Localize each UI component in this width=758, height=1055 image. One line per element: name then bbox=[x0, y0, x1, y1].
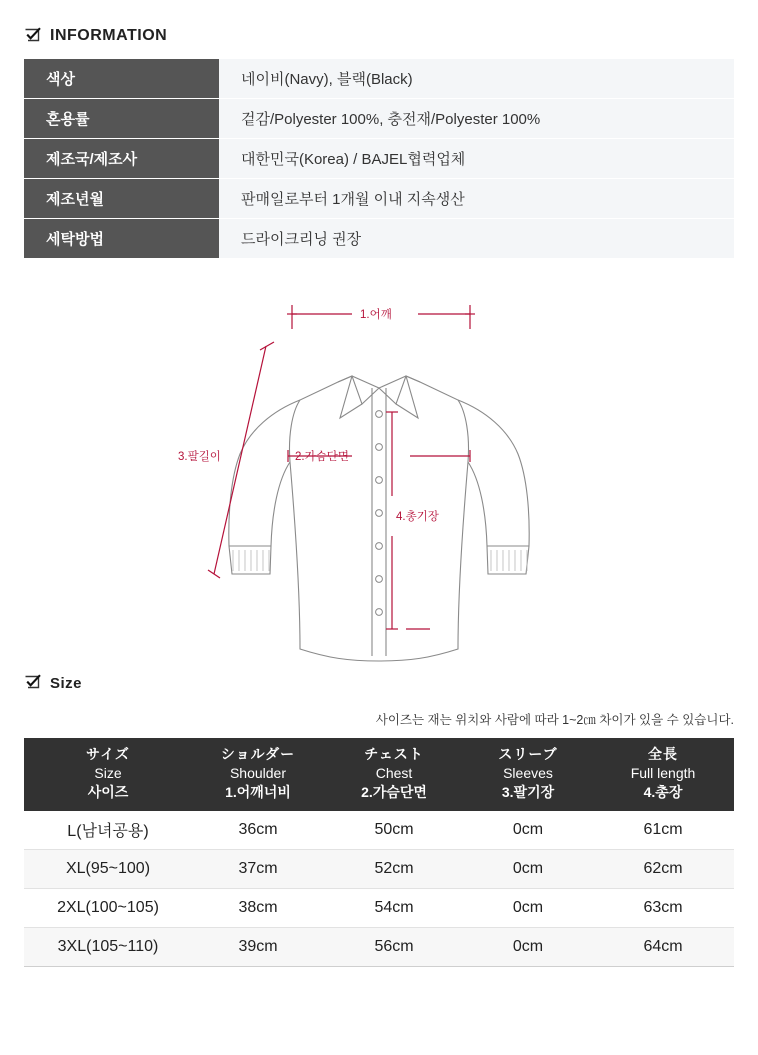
info-label: 제조국/제조사 bbox=[24, 139, 219, 179]
header-line-kr: 2.가슴단면 bbox=[361, 783, 427, 800]
cell-sleeves: 0cm bbox=[464, 927, 592, 966]
check-mark-icon bbox=[24, 674, 42, 692]
cell-sleeves: 0cm bbox=[464, 849, 592, 888]
size-table bbox=[24, 738, 734, 967]
table-row bbox=[24, 927, 734, 966]
shirt-measurement-diagram bbox=[0, 284, 758, 674]
size-note: 사이즈는 재는 위치와 사람에 따라 1~2㎝ 차이가 있을 수 있습니다. bbox=[375, 713, 734, 727]
size-header-chest bbox=[324, 738, 464, 811]
header-line-kr: 3.팔기장 bbox=[501, 783, 555, 800]
header-line-en: Chest bbox=[375, 764, 413, 781]
table-row bbox=[24, 888, 734, 927]
size-header-shoulder bbox=[192, 738, 324, 811]
header-line-jp: サイズ bbox=[86, 746, 130, 762]
table-row bbox=[24, 59, 734, 99]
cell-chest: 50cm bbox=[324, 811, 464, 850]
cell-chest: 54cm bbox=[324, 888, 464, 927]
cell-shoulder: 36cm bbox=[192, 811, 324, 850]
header-line-jp: チェスト bbox=[364, 746, 424, 762]
size-header-length bbox=[592, 738, 734, 811]
size-table-wrapper bbox=[24, 738, 734, 967]
header-line-jp: スリーブ bbox=[498, 746, 558, 762]
info-value: 드라이크리닝 권장 bbox=[219, 219, 734, 259]
cell-chest: 52cm bbox=[324, 849, 464, 888]
header-line-en: Size bbox=[94, 764, 122, 781]
header-line-jp: 全長 bbox=[648, 746, 678, 762]
header-line-en: Full length bbox=[630, 764, 696, 781]
product-detail-page bbox=[0, 27, 758, 1055]
table-row bbox=[24, 219, 734, 259]
size-header-size bbox=[24, 738, 192, 811]
diagram-label-sleeve: 3.팔길이 bbox=[178, 451, 221, 463]
header-line-kr: 1.어깨너비 bbox=[225, 783, 291, 800]
information-title: INFORMATION bbox=[50, 27, 168, 44]
cell-length: 62cm bbox=[592, 849, 734, 888]
header-line-kr: 사이즈 bbox=[87, 783, 129, 800]
information-table-wrapper bbox=[24, 59, 734, 258]
header-line-en: Shoulder bbox=[229, 764, 287, 781]
cell-sleeves: 0cm bbox=[464, 811, 592, 850]
diagram-label-shoulder: 1.어깨 bbox=[360, 309, 392, 321]
size-note-row bbox=[0, 700, 758, 728]
info-value: 겉감/Polyester 100%, 충전재/Polyester 100% bbox=[219, 99, 734, 139]
cell-sleeves: 0cm bbox=[464, 888, 592, 927]
header-line-kr: 4.총장 bbox=[643, 783, 683, 800]
cell-length: 63cm bbox=[592, 888, 734, 927]
cell-size: 2XL(100~105) bbox=[24, 888, 192, 927]
header-line-en: Sleeves bbox=[503, 764, 553, 781]
info-label: 혼용률 bbox=[24, 99, 219, 139]
size-table-header-row bbox=[24, 738, 734, 811]
check-mark-icon bbox=[24, 27, 42, 45]
information-table bbox=[24, 59, 734, 258]
cell-size: 3XL(105~110) bbox=[24, 927, 192, 966]
diagram-label-chest: 2.가슴단면 bbox=[295, 451, 350, 463]
cell-size: L(남녀공용) bbox=[24, 811, 192, 850]
cell-chest: 56cm bbox=[324, 927, 464, 966]
cell-shoulder: 37cm bbox=[192, 849, 324, 888]
diagram-label-length: 4.총기장 bbox=[396, 511, 439, 523]
size-header-sleeves bbox=[464, 738, 592, 811]
cell-size: XL(95~100) bbox=[24, 849, 192, 888]
info-value: 대한민국(Korea) / BAJEL협력업체 bbox=[219, 139, 734, 179]
cell-length: 61cm bbox=[592, 811, 734, 850]
size-title: Size bbox=[50, 674, 83, 692]
table-row bbox=[24, 139, 734, 179]
cell-shoulder: 39cm bbox=[192, 927, 324, 966]
header-line-jp: ショルダー bbox=[220, 746, 296, 762]
table-row bbox=[24, 99, 734, 139]
info-label: 제조년월 bbox=[24, 179, 219, 219]
info-value: 판매일로부터 1개월 이내 지속생산 bbox=[219, 179, 734, 219]
table-row bbox=[24, 849, 734, 888]
table-row bbox=[24, 811, 734, 850]
cell-shoulder: 38cm bbox=[192, 888, 324, 927]
size-section-header bbox=[0, 674, 758, 692]
info-value: 네이비(Navy), 블랙(Black) bbox=[219, 59, 734, 99]
table-row bbox=[24, 179, 734, 219]
cell-length: 64cm bbox=[592, 927, 734, 966]
info-label: 세탁방법 bbox=[24, 219, 219, 259]
info-label: 색상 bbox=[24, 59, 219, 99]
information-section-header bbox=[0, 27, 758, 45]
